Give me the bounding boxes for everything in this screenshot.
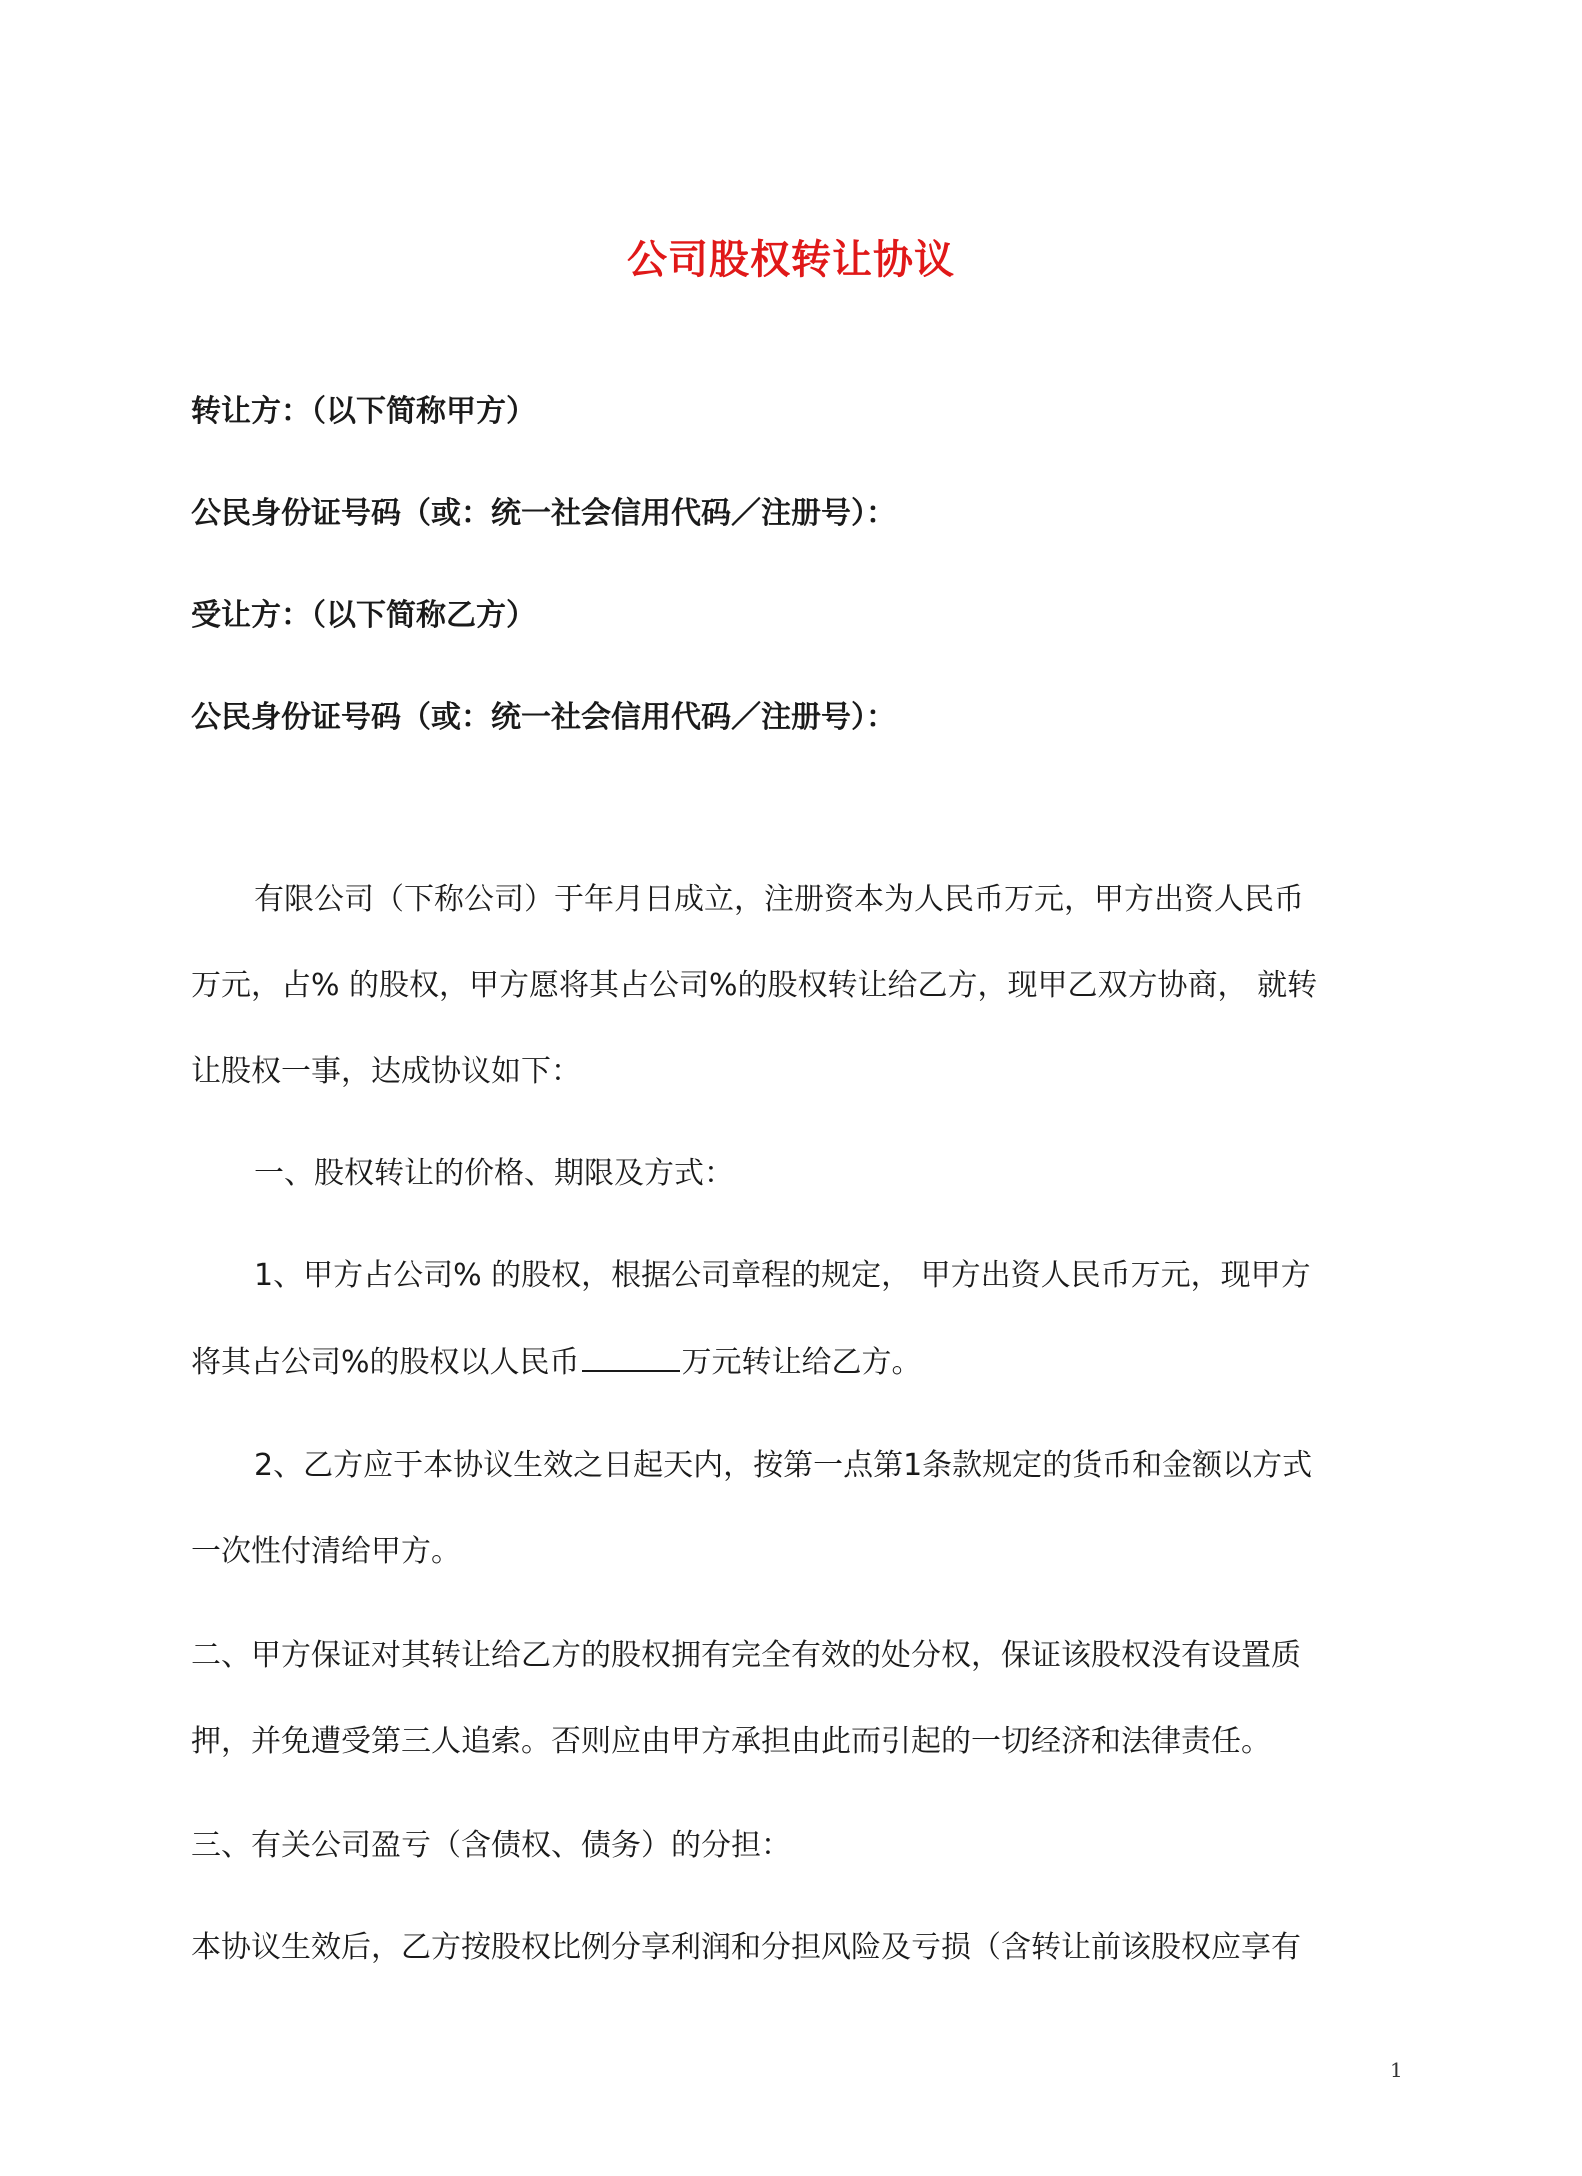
section-1-item-1-line-1: 1、甲方占公司% 的股权，根据公司章程的规定， 甲方出资人民币万元，现甲方 bbox=[254, 1258, 1311, 1293]
document-title: 公司股权转让协议 bbox=[627, 237, 955, 283]
section-1-heading: 一、股权转让的价格、期限及方式： bbox=[254, 1156, 734, 1191]
section-1-item-1-text-b: 万元转让给乙方。 bbox=[681, 1345, 922, 1380]
intro-paragraph-line-3: 让股权一事，达成协议如下： bbox=[191, 1054, 581, 1089]
transferor-line: 转让方：（以下简称甲方） bbox=[191, 394, 536, 429]
transferor-id-line: 公民身份证号码（或：统一社会信用代码／注册号）： bbox=[191, 496, 896, 531]
section-3-heading: 三、有关公司盈亏（含债权、债务）的分担： bbox=[191, 1828, 791, 1863]
page-number: 1 bbox=[1390, 2058, 1403, 2082]
intro-paragraph-line-2: 万元，占% 的股权，甲方愿将其占公司%的股权转让给乙方，现甲乙双方协商， 就转 bbox=[191, 968, 1318, 1003]
section-1-item-1-line-2 bbox=[191, 1342, 922, 1383]
amount-blank bbox=[582, 1342, 680, 1372]
intro-paragraph-line-1: 有限公司（下称公司）于年月日成立，注册资本为人民币万元，甲方出资人民币 bbox=[254, 882, 1304, 917]
section-1-item-1-text-a: 将其占公司%的股权以人民币 bbox=[191, 1345, 580, 1380]
transferee-line: 受让方：（以下简称乙方） bbox=[191, 598, 536, 633]
section-1-item-2-line-2: 一次性付清给甲方。 bbox=[191, 1534, 461, 1569]
section-1-item-2-line-1: 2、乙方应于本协议生效之日起天内，按第一点第1条款规定的货币和金额以方式 bbox=[254, 1448, 1313, 1483]
section-2-line-2: 押，并免遭受第三人追索。否则应由甲方承担由此而引起的一切经济和法律责任。 bbox=[191, 1724, 1271, 1759]
section-3-line-1: 本协议生效后，乙方按股权比例分享利润和分担风险及亏损（含转让前该股权应享有 bbox=[191, 1930, 1301, 1965]
section-2-line-1: 二、甲方保证对其转让给乙方的股权拥有完全有效的处分权，保证该股权没有设置质 bbox=[191, 1638, 1301, 1673]
transferee-id-line: 公民身份证号码（或：统一社会信用代码／注册号）： bbox=[191, 700, 896, 735]
